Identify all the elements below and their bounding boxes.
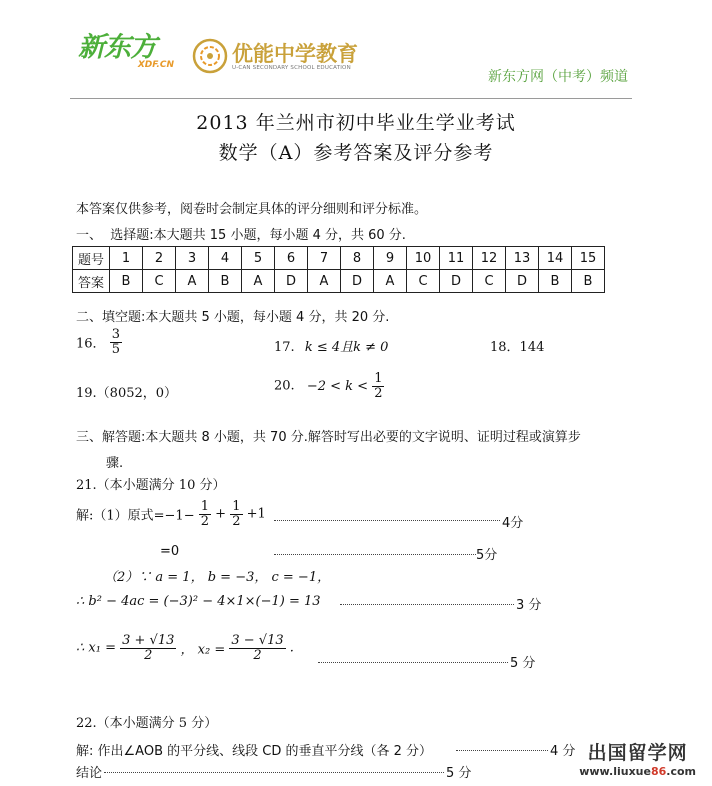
table-cell: B [539,270,572,293]
table-cell: 8 [341,247,374,270]
table-row-answers [73,270,605,293]
q21-line-1-end: +1 [246,506,266,522]
fraction-numerator: 3 − √13 [231,633,284,648]
fraction-denominator: 2 [374,385,383,401]
q21-fraction-b [230,500,242,528]
table-cell: 12 [473,247,506,270]
table-cell: 5 [242,247,275,270]
table-label-question: 题号 [73,247,110,270]
leader-dots [456,750,548,751]
q21-x2-fraction [229,634,285,662]
table-cell: D [275,270,308,293]
table-cell: A [374,270,407,293]
answer-19: 19.（8052，0） [76,386,178,401]
q21-line-1-prefix: 解:（1）原式=−1− [76,508,195,524]
leader-dots [274,554,476,555]
watermark-title: 出国留学网 [587,742,688,764]
xdf-logo [78,34,184,74]
fraction-numerator: 1 [232,499,241,514]
answer-17-value: k ≤ 4且k ≠ 0 [304,340,389,355]
table-cell: C [143,270,176,293]
section3-heading: 三、解答题:本大题共 8 小题，共 70 分.解答时写出必要的文字说明、证明过程或演算步 [76,430,581,445]
q21-score-1: 4分 [502,516,524,531]
table-cell: D [341,270,374,293]
youneng-logo-sub: U-CAN SECONDARY SCHOOL EDUCATION [232,65,351,71]
q21-line-5 [76,634,294,662]
answer-16-label: 16． [76,336,106,352]
table-cell: 13 [506,247,539,270]
table-label-answer: 答案 [73,270,110,293]
table-cell: C [407,270,440,293]
answer-17-label: 17. [274,340,295,355]
table-cell: D [440,270,473,293]
leader-dots [340,604,514,605]
answer-20-expr: −2 < k < [306,378,369,394]
table-cell: B [110,270,143,293]
table-cell: 1 [110,247,143,270]
q21-fraction-a [199,500,211,528]
answer-20 [274,372,384,400]
table-cell: 7 [308,247,341,270]
q21-line-5-end: . [289,640,294,656]
watermark-site-number: 86 [650,765,667,778]
fraction-denominator: 2 [232,513,241,529]
title-line-2: 数学（A）参考答案及评分参考 [218,142,494,164]
leader-dots [274,520,500,521]
table-cell: 2 [143,247,176,270]
answer-20-fraction [372,372,384,400]
answer-table [72,246,605,293]
q21-score-4: 5 分 [510,656,536,671]
q21-score-3: 3 分 [516,598,542,613]
table-cell: 10 [407,247,440,270]
section3-heading-cont: 骤. [106,456,124,471]
q21-x1-fraction [120,634,176,662]
answer-16 [76,328,122,356]
q21-line-2: =0 [160,544,180,559]
table-cell: 9 [374,247,407,270]
header-divider [70,98,632,99]
table-cell: B [572,270,605,293]
table-cell: A [308,270,341,293]
table-cell: 11 [440,247,473,270]
watermark-site [579,765,696,778]
table-cell: C [473,270,506,293]
answer-16-fraction [110,328,122,356]
xdf-logo-sub: XDF.CN [137,60,174,70]
table-cell: D [506,270,539,293]
q21-line-1 [76,500,266,528]
fraction-denominator: 5 [111,341,120,357]
q21-plus-sign: + [215,506,227,522]
q22-line-2: 结论 [76,766,103,781]
fraction-numerator: 1 [374,371,383,386]
q21-score-2: 5分 [476,548,498,563]
q22-score-1: 4 分 [550,744,576,759]
youneng-emblem-icon [192,38,228,74]
fraction-denominator: 2 [253,647,262,663]
channel-label: 新东方网（中考）频道 [488,69,628,85]
fraction-denominator: 2 [144,647,153,663]
leader-dots [318,662,508,663]
watermark-site-suffix: .com [666,765,696,778]
table-cell: 6 [275,247,308,270]
q21-x2-label: ， x₂ = [180,642,226,658]
q21-x1-label: ∴ x₁ = [76,640,116,656]
youneng-logo [192,36,370,76]
xdf-logo-text: 新东方 [78,32,156,63]
q22-title: 22.（本小题满分 5 分） [76,716,218,731]
table-row-numbers [73,247,605,270]
q22-score-2: 5 分 [446,766,472,781]
youneng-logo-text: 优能中学教育 [232,42,358,66]
q21-line-4: ∴ b² − 4ac = (−3)² − 4×1×(−1) = 13 [76,594,321,609]
leader-dots [104,772,444,773]
answer-17 [274,336,388,355]
answer-18: 18．144 [490,340,545,355]
table-cell: A [242,270,275,293]
watermark-site-prefix: www.liuxue [579,765,651,778]
title-line-1: 2013 年兰州市初中毕业生学业考试 [196,112,516,134]
section2-heading: 二、填空题:本大题共 5 小题，每小题 4 分，共 20 分. [76,310,390,325]
answer-20-label: 20. [274,378,295,394]
watermark [579,738,696,778]
table-cell: B [209,270,242,293]
intro-text: 本答案仅供参考，阅卷时会制定具体的评分细则和评分标准。 [76,202,428,217]
q21-title: 21.（本小题满分 10 分） [76,478,226,493]
fraction-numerator: 3 [111,327,120,342]
table-cell: 15 [572,247,605,270]
table-cell: A [176,270,209,293]
section1-heading: 一、 选择题:本大题共 15 小题，每小题 4 分，共 60 分. [76,228,406,243]
table-cell: 4 [209,247,242,270]
q22-line-1: 解: 作出∠AOB 的平分线、线段 CD 的垂直平分线（各 2 分） [76,744,433,759]
fraction-denominator: 2 [200,513,210,529]
fraction-numerator: 1 [200,499,210,514]
q21-line-3: （2）∵ a = 1， b = −3， c = −1， [104,570,331,585]
fraction-numerator: 3 + √13 [122,633,175,648]
table-cell: 3 [176,247,209,270]
table-cell: 14 [539,247,572,270]
